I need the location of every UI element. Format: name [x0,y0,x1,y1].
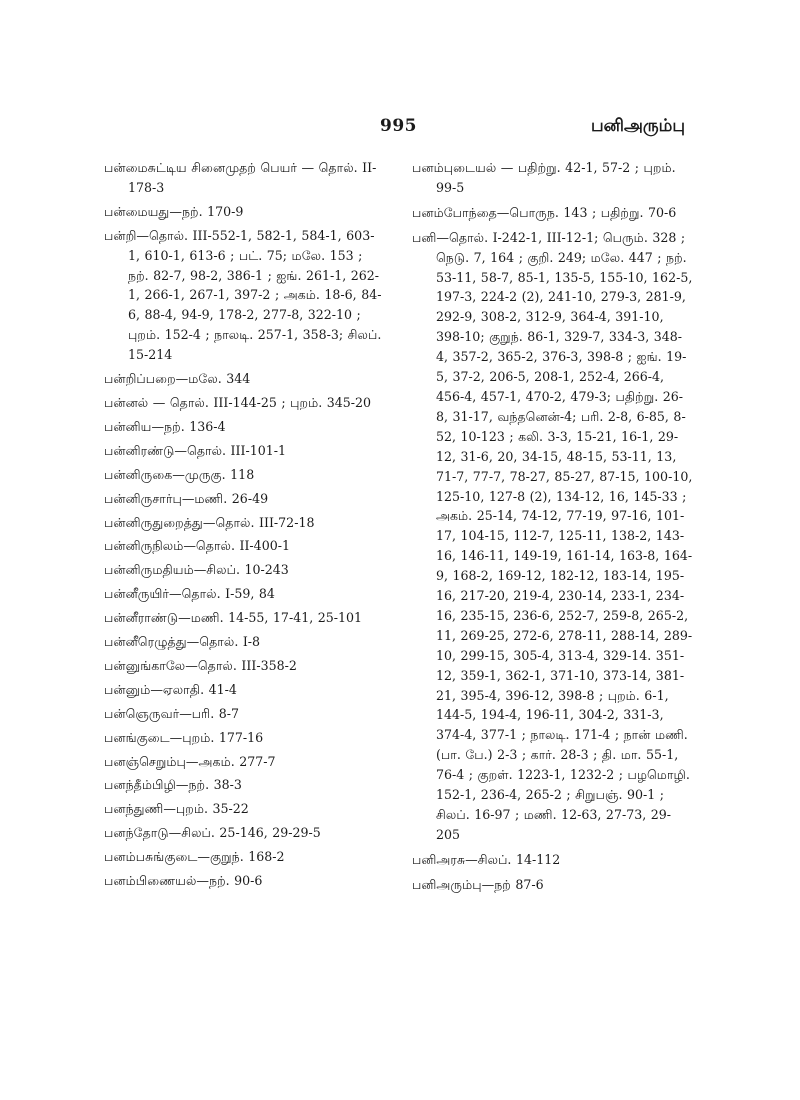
index-entry: பன்மைசுட்டிய சினைமுதற் பெயர் — தொல். II-178-3 [104,160,377,195]
index-entry: பன்றி—தொல். III-552-1, 582-1, 584-1, 603-1, 610-1, 613-6 ; பட். 75; மலே. 153 ; நற். 82-7, 98-2, 386-1 ; ஐங். 261-1, 262-1, 266-1, 267-1, 397-2 ; அகம். 18-6, 84-6, 88-4, 94-9, 178-2, 277-8, 322-10 ; புறம். 152-4 ; நாலடி. 257-1, 358-3; சிலப். 15-214 [104,227,382,363]
index-entry: பனந்தோடு—சிலப். 25-146, 29-29-5 [104,825,321,841]
index-entry: பன்னீரெழுத்து—தொல். I-8 [104,634,261,650]
index-entry: பன்றிப்பறை—மலே. 344 [104,371,251,387]
index-entry: பனஞ்செறும்பு—அகம். 277-7 [104,753,276,769]
index-entry: பன்னும்—ஏலாதி. 41-4 [104,681,237,697]
index-entry: பன்னிருமதியம்—சிலப். 10-243 [104,562,289,578]
running-head: பனிஅரும்பு [591,116,685,136]
index-entry: பன்மையது—நற். 170-9 [104,203,244,219]
index-entry: பன்னிய—நற். 136-4 [104,418,226,434]
page-number: 995 [380,116,417,136]
index-entry: பன்னிரண்டு—தொல். III-101-1 [104,442,287,458]
index-entry: பனம்போந்தை—பொருந. 143 ; பதிற்று. 70-6 [412,204,677,220]
left-column [104,158,386,895]
index-entry: பனி—தொல். I-242-1, III-12-1; பெரும். 328 ; நெடு. 7, 164 ; குறி. 249; மலே. 447 ; நற். 53-11, 58-7, 85-1, 135-5, 155-10, 162-5, 197-3, 224-2 (2), 241-10, 279-3, 281-9, 292-9, 308-2, 312-9, 364-4, 391-10, 398-10; குறுந். 86-1, 329-7, 334-3, 348-4, 357-2, 365-2, 376-3, 398-8 ; ஐங். 19-5, 37-2, 206-5, 208-1, 252-4, 266-4, 456-4, 457-1, 470-2, 479-3; பதிற்று. 26-8, 31-17, வந்தனென்-4; பரி. 2-8, 6-85, 8-52, 10-123 ; கலி. 3-3, 15-21, 16-1, 29-12, 31-6, 20, 34-15, 48-15, 53-11, 13, 71-7, 77-7, 78-27, 85-27, 87-15, 100-10, 125-10, 127-8 (2), 134-12, 16, 145-33 ; அகம். 25-14, 74-12, 77-19, 97-16, 101-17, 104-15, 112-7, 125-11, 138-2, 143-16, 146-11, 149-19, 161-14, 163-8, 164-9, 168-2, 169-12, 182-12, 183-14, 195-16, 217-20, 219-4, 230-14, 233-1, 234-16, 235-15, 236-6, 252-7, 259-8, 265-2, 11, 269-25, 272-6, 278-11, 288-14, 289-10, 299-15, 305-4, 313-4, 329-14. 351-12, 359-1, 362-1, 371-10, 373-14, 381-21, 395-4, 396-12, 398-8 ; புறம். 6-1, 144-5, 194-4, 196-11, 304-2, 331-3, 374-4, 377-1 ; நாலடி. 171-4 ; நான் மணி. (பா. பே.) 2-3 ; கார். 28-3 ; தி. மா. 55-1, 76-4 ; குறள். 1223-1, 1232-2 ; பழமொழி. 152-1, 236-4, 265-2 ; சிறுபஞ். 90-1 ; சிலப். 16-97 ; மணி. 12-63, 27-73, 29-205 [412,229,693,842]
index-entry: பனம்புடையல் — பதிற்று. 42-1, 57-2 ; புறம். 99-5 [412,160,676,195]
index-entry: பன்னிருசார்பு—மணி. 26-49 [104,490,269,506]
index-entry: பனந்தீம்பிழி—நற். 38-3 [104,777,242,793]
right-column [412,158,694,900]
index-entry: பன்னிருநிலம்—தொல். II-400-1 [104,538,290,554]
index-entry: பன்னிருகை—முருகு. 118 [104,466,255,482]
index-entry: பன்னல் — தொல். III-144-25 ; புறம். 345-20 [104,394,372,410]
index-entry: பன்னீருயிர்—தொல். I-59, 84 [104,586,275,602]
index-entry: பன்னிருதுறைத்து—தொல். III-72-18 [104,514,315,530]
index-entry: பன்ஞெருவர்—பரி. 8-7 [104,705,240,721]
index-entry: பனிஅரசு—சிலப். 14-112 [412,851,561,867]
index-entry: பன்னுங்காலே—தொல். III-358-2 [104,657,297,673]
index-entry: பனம்பசுங்குடை—குறுந். 168-2 [104,849,285,865]
index-entry: பனந்துணி—புறம். 35-22 [104,801,249,817]
index-entry: பன்னீராண்டு—மணி. 14-55, 17-41, 25-101 [104,610,363,626]
index-entry: பனிஅரும்பு—நற் 87-6 [412,876,544,892]
index-entry: பனங்குடை—புறம். 177-16 [104,729,264,745]
index-entry: பனம்பிணையல்—நற். 90-6 [104,873,263,889]
